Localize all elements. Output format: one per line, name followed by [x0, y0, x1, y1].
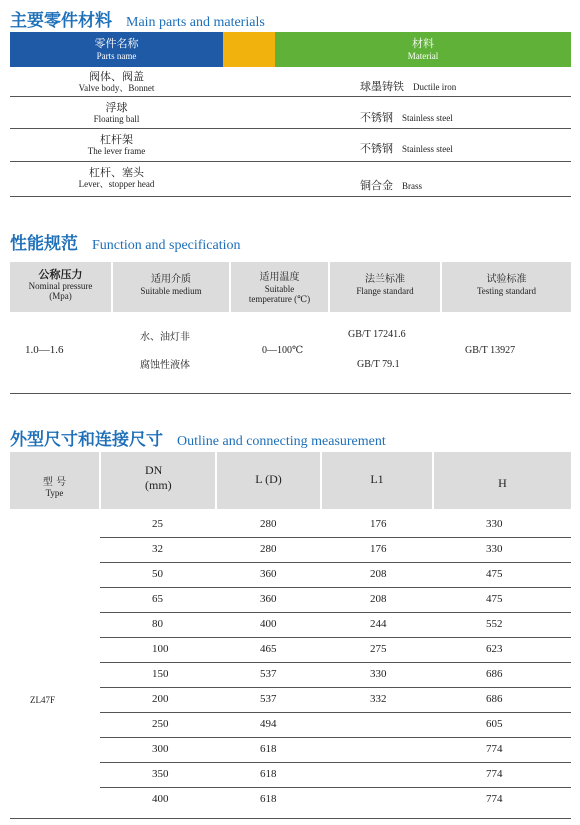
material-cn: 铜合金	[360, 179, 393, 192]
material-en: Brass	[402, 181, 422, 191]
cell-l: 618	[260, 768, 277, 780]
cell-l: 280	[260, 518, 277, 530]
type-header-cn: 型 号	[42, 477, 67, 488]
cell-dn: 300	[152, 743, 169, 755]
table-row	[100, 687, 571, 713]
pressure-value: 1.0—1.6	[25, 344, 64, 356]
cell-l1: 244	[370, 618, 387, 630]
parts-name-header	[10, 32, 223, 67]
cell-l: 465	[260, 643, 277, 655]
l-header	[217, 452, 320, 509]
l1-header	[322, 452, 432, 509]
table-row	[100, 712, 571, 738]
cell-h: 774	[486, 743, 503, 755]
table-row	[100, 587, 571, 613]
material-header-cn: 材料	[412, 37, 434, 50]
cell-h: 623	[486, 643, 503, 655]
table-row	[100, 637, 571, 663]
material-en: Ductile iron	[413, 82, 457, 92]
temperature-header-cn: 适用温度	[259, 272, 300, 283]
parts-row	[10, 129, 571, 162]
part-name-cn: 杠杆架	[100, 133, 133, 146]
material-en: Stainless steel	[402, 113, 453, 123]
parts-title-en: Main parts and materials	[126, 15, 265, 30]
table-row	[100, 612, 571, 638]
cell-h: 686	[486, 693, 503, 705]
part-name-en: Floating ball	[93, 114, 140, 124]
pressure-header-en: Nominal pressure	[28, 281, 93, 291]
parts-row	[10, 97, 571, 129]
l-header-label: L (D)	[255, 472, 282, 486]
cell-dn: 32	[152, 543, 163, 555]
cell-l: 360	[260, 568, 277, 580]
pressure-header	[10, 262, 111, 312]
cell-dn: 250	[152, 718, 169, 730]
temperature-header-unit: temperature (℃)	[248, 294, 311, 304]
h-header-label: H	[498, 476, 507, 490]
temperature-value: 0—100℃	[262, 345, 304, 356]
l1-header-label: L1	[370, 472, 384, 486]
material-header	[275, 32, 571, 67]
cell-h: 330	[486, 543, 503, 555]
medium-header-cn: 适用介质	[151, 274, 191, 285]
table-row	[100, 787, 571, 812]
parts-section-title	[10, 6, 265, 31]
pressure-header-unit: (Mpa)	[49, 291, 72, 301]
dims-title-cn: 外型尺寸和连接尺寸	[10, 430, 163, 450]
cell-l: 494	[260, 718, 277, 730]
dims-section-title	[10, 425, 386, 450]
cell-dn: 50	[152, 568, 163, 580]
header-accent-bar	[223, 32, 275, 67]
medium-header	[113, 262, 229, 312]
cell-h: 774	[486, 768, 503, 780]
flange-header-cn: 法兰标准	[365, 274, 405, 285]
cell-l1: 208	[370, 568, 387, 580]
type-header	[10, 452, 99, 509]
part-name-cn: 杠杆、塞头	[89, 166, 144, 179]
medium-value-line2: 腐蚀性液体	[140, 360, 190, 371]
testing-header	[442, 262, 571, 312]
spec-title-cn: 性能规范	[10, 234, 78, 254]
cell-l1: 208	[370, 593, 387, 605]
cell-dn: 25	[152, 518, 163, 530]
material-cn: 不锈钢	[360, 142, 393, 155]
cell-h: 774	[486, 793, 503, 805]
testing-header-en: Testing standard	[476, 286, 537, 296]
parts-row	[10, 67, 571, 97]
parts-row	[10, 162, 571, 197]
part-name-en: The lever frame	[87, 146, 146, 156]
cell-l1: 332	[370, 693, 387, 705]
flange-header	[330, 262, 440, 312]
dims-table-header	[10, 452, 571, 509]
cell-h: 475	[486, 568, 503, 580]
cell-l: 618	[260, 743, 277, 755]
cell-l1: 176	[370, 543, 387, 555]
flange-value-1: GB/T 17241.6	[348, 329, 406, 340]
table-row	[100, 512, 571, 538]
material-cn: 球墨铸铁	[360, 80, 404, 93]
spec-section-title	[10, 229, 241, 254]
spec-table-body	[10, 312, 571, 394]
parts-title-cn: 主要零件材料	[10, 11, 112, 31]
testing-value: GB/T 13927	[465, 345, 516, 356]
type-value: ZL47F	[30, 695, 56, 705]
cell-l1: 275	[370, 643, 387, 655]
cell-l1: 330	[370, 668, 387, 680]
cell-l: 400	[260, 618, 277, 630]
cell-h: 330	[486, 518, 503, 530]
medium-header-en: Suitable medium	[140, 286, 202, 296]
h-header	[434, 452, 571, 509]
cell-dn: 350	[152, 768, 169, 780]
table-row	[100, 537, 571, 563]
cell-l1: 176	[370, 518, 387, 530]
dims-title-en: Outline and connecting measurement	[177, 434, 386, 449]
part-name-cn: 浮球	[105, 101, 128, 114]
cell-h: 552	[486, 618, 503, 630]
temperature-header-en: Suitable	[264, 284, 295, 294]
table-row	[100, 762, 571, 788]
parts-name-header-cn: 零件名称	[94, 37, 139, 50]
temperature-header	[231, 262, 328, 312]
medium-value-line1: 水、油灯非	[140, 332, 190, 343]
dn-header-unit: (mm)	[145, 478, 172, 492]
material-cn: 不锈钢	[360, 111, 393, 124]
parts-name-header-en: Parts name	[96, 51, 137, 61]
table-row	[100, 737, 571, 763]
part-name-cn: 阀体、阀盖	[89, 70, 144, 83]
cell-dn: 100	[152, 643, 169, 655]
part-name-en: Lever、stopper head	[78, 179, 155, 189]
cell-dn: 80	[152, 618, 163, 630]
dims-table-bottom-rule	[10, 818, 571, 819]
type-header-en: Type	[45, 488, 64, 498]
cell-l: 537	[260, 668, 277, 680]
spec-table-header	[10, 262, 571, 312]
cell-l: 618	[260, 793, 277, 805]
cell-l: 537	[260, 693, 277, 705]
cell-h: 686	[486, 668, 503, 680]
pressure-header-cn: 公称压力	[38, 268, 83, 281]
dn-header-label: DN	[145, 463, 163, 477]
material-en: Stainless steel	[402, 144, 453, 154]
cell-h: 475	[486, 593, 503, 605]
material-header-en: Material	[407, 51, 439, 61]
flange-value-2: GB/T 79.1	[357, 359, 400, 370]
cell-dn: 150	[152, 668, 169, 680]
table-row	[100, 562, 571, 588]
testing-header-cn: 试验标准	[486, 274, 527, 285]
cell-dn: 200	[152, 693, 169, 705]
part-name-en: Valve body、Bonnet	[78, 83, 155, 93]
cell-l: 280	[260, 543, 277, 555]
flange-header-en: Flange standard	[356, 286, 414, 296]
cell-l: 360	[260, 593, 277, 605]
cell-dn: 400	[152, 793, 169, 805]
table-row	[100, 662, 571, 688]
spec-title-en: Function and specification	[92, 238, 241, 253]
parts-table-header	[10, 32, 571, 67]
dn-header	[101, 452, 215, 509]
cell-h: 605	[486, 718, 503, 730]
cell-dn: 65	[152, 593, 163, 605]
